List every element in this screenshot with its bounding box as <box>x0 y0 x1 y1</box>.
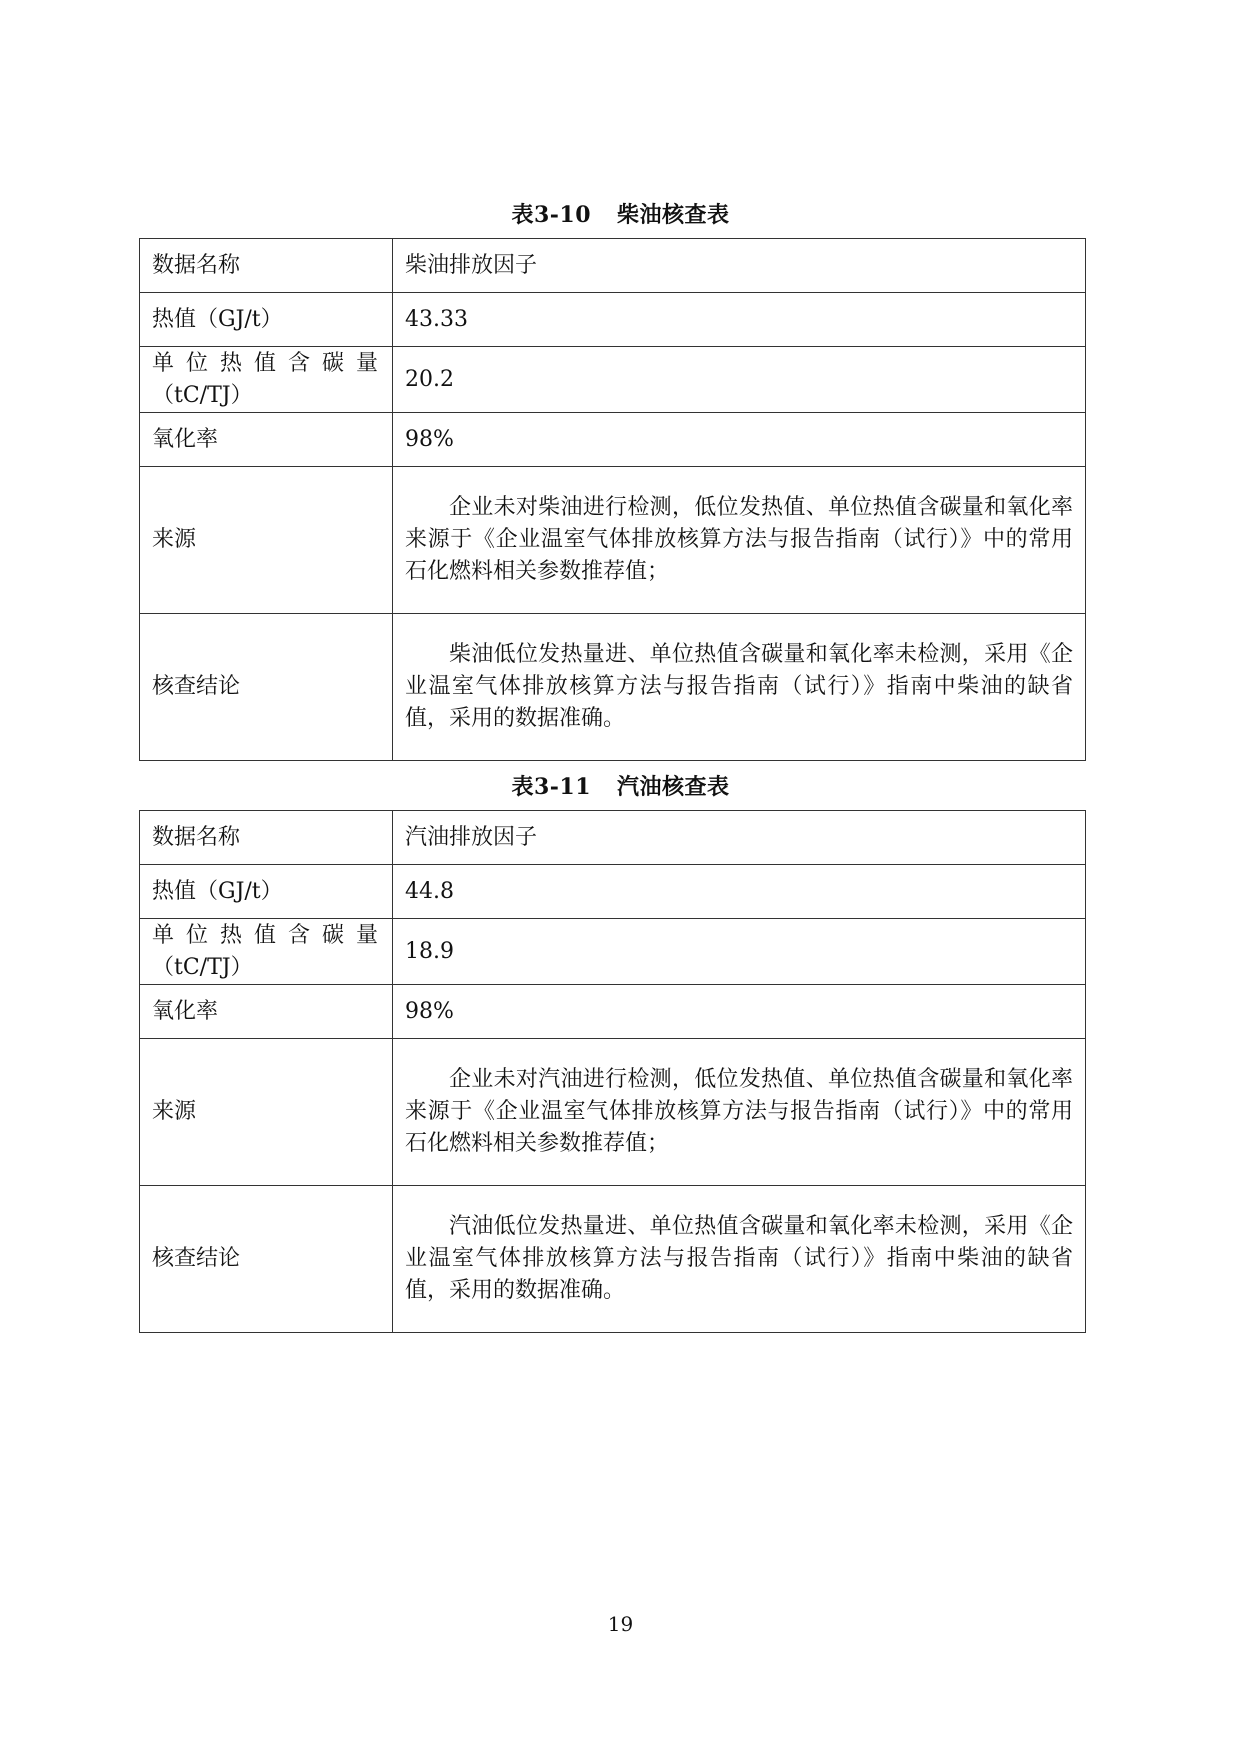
table-caption-diesel <box>0 198 1241 229</box>
row-value: 98% <box>393 985 1086 1039</box>
row-label: 来源 <box>140 467 393 614</box>
row-value: 汽油低位发热量进、单位热值含碳量和氧化率未检测，采用《企业温室气体排放核算方法与报告指南（试行）》指南中柴油的缺省值，采用的数据准确。 <box>393 1186 1086 1333</box>
row-value: 柴油低位发热量进、单位热值含碳量和氧化率未检测，采用《企业温室气体排放核算方法与报告指南（试行）》指南中柴油的缺省值，采用的数据准确。 <box>393 614 1086 761</box>
table-row <box>140 614 1086 761</box>
row-label-line: 单位热值含碳量 <box>152 922 380 948</box>
row-label <box>140 919 393 985</box>
table-row <box>140 347 1086 413</box>
page-number: 19 <box>607 1612 634 1636</box>
row-value: 20.2 <box>393 347 1086 413</box>
row-value: 汽油排放因子 <box>393 811 1086 865</box>
row-label <box>140 347 393 413</box>
row-label: 数据名称 <box>140 239 393 293</box>
table-title: 汽油核查表 <box>617 774 730 800</box>
row-value: 企业未对汽油进行检测，低位发热值、单位热值含碳量和氧化率来源于《企业温室气体排放核算方法与报告指南（试行）》中的常用石化燃料相关参数推荐值； <box>393 1039 1086 1186</box>
row-value: 44.8 <box>393 865 1086 919</box>
row-label-line: （tC/TJ） <box>152 954 253 980</box>
table-row <box>140 1186 1086 1333</box>
table-caption-gasoline <box>0 770 1241 801</box>
table-row <box>140 467 1086 614</box>
table-row <box>140 919 1086 985</box>
row-label: 数据名称 <box>140 811 393 865</box>
table-number: 表3-10 <box>511 202 592 228</box>
row-value: 18.9 <box>393 919 1086 985</box>
row-label-line: 单位热值含碳量 <box>152 350 380 376</box>
row-label: 来源 <box>140 1039 393 1186</box>
row-value: 企业未对柴油进行检测，低位发热值、单位热值含碳量和氧化率来源于《企业温室气体排放核算方法与报告指南（试行）》中的常用石化燃料相关参数推荐值； <box>393 467 1086 614</box>
table-row <box>140 239 1086 293</box>
row-value: 98% <box>393 413 1086 467</box>
row-label: 氧化率 <box>140 413 393 467</box>
table-row <box>140 1039 1086 1186</box>
row-label: 核查结论 <box>140 614 393 761</box>
row-label: 热值（GJ/t） <box>140 293 393 347</box>
gasoline-check-table <box>139 810 1086 1333</box>
row-label: 核查结论 <box>140 1186 393 1333</box>
table-title: 柴油核查表 <box>617 202 730 228</box>
row-label: 热值（GJ/t） <box>140 865 393 919</box>
row-value: 43.33 <box>393 293 1086 347</box>
diesel-check-table <box>139 238 1086 761</box>
table-row <box>140 811 1086 865</box>
table-row <box>140 413 1086 467</box>
table-number: 表3-11 <box>511 774 592 800</box>
row-label: 氧化率 <box>140 985 393 1039</box>
row-value: 柴油排放因子 <box>393 239 1086 293</box>
table-row <box>140 865 1086 919</box>
row-label-line: （tC/TJ） <box>152 382 253 408</box>
table-row <box>140 293 1086 347</box>
table-row <box>140 985 1086 1039</box>
